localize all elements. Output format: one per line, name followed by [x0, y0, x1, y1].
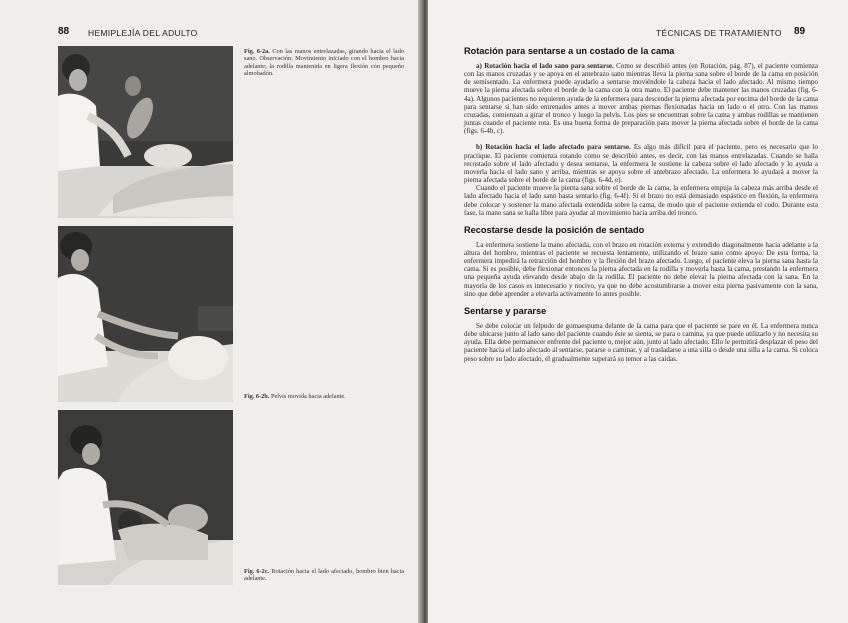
left-page-number: 88	[58, 26, 70, 37]
caption-label: Fig. 6-2b.	[244, 393, 270, 400]
right-running-head: TÉCNICAS DE TRATAMIENTO	[656, 28, 782, 38]
figure-6-2c-photo	[58, 410, 233, 585]
caption-text: Rotación hacia el lado afectado, hombro bien hacia adelante.	[244, 568, 405, 583]
paragraph-b-continued: Cuando el paciente mueve la pierna sana sobre el borde de la cama, la enfermera empuja la cabeza más arriba desde el lado afectado hacia el lado sano hasta sentarlo (fig. 6-4f). Si el brazo no está demasiado espástico en flexión, la enfermera debe colocar y sostener la mano afectada extendida sobre la cama, de modo que el paciente extienda el codo. Durante esta fase, la mano sana se halla libre para ayudar al movimiento hacia arriba del tronco.	[464, 184, 818, 217]
paragraph-sentarse: Se debe colocar un felpudo de gomaespuma delante de la cama para que el paciente se pare en él. La enfermera nunca debe ubicarse junto al lado sano del paciente cuando éste se sienta, se para o camina, ya que puede utilizarlo y no necesita su ayuda. Ella debe permanecer enfrente del paciente o, mejor aún, junto al lado afectado. Ello le permitirá desplazar el peso del paciente hacia el lado afectado al sentarse, pararse o caminar, y al trasladarse a una silla o desde una silla a la cama. Si coloca peso sobre su lado afectado, él gradualmente superará su temor a las caídas.	[464, 321, 818, 363]
caption-text: Con las manos entrelazadas, girando hacia el lado sano. Observación: Movimiento iniciado con el hombro hacia adelante; la rodilla mantenida en ligera flexión con pequeño almohadón.	[244, 48, 404, 78]
left-running-head: HEMIPLEJÍA DEL ADULTO	[88, 28, 198, 38]
paragraph-b-text: Es algo más difícil para el paciente, pero es necesario que lo practique. El paciente comienza rotando como se describió antes, es decir, con las manos entrelazadas. Cuando se halla recostado sobre el lado afectado y desea sentarse, la enfermera le sostiene la cabeza sobre el lado afectado y lo ayuda a moverla hacia el lado sano y arriba, mientras se apoya sobre el antebrazo afectado. La enfermera lo ayudará a mover la pierna afectada sobre el borde de la cama (figs. 6-4d, e).	[464, 143, 819, 185]
figure-6-2b-image	[58, 226, 233, 402]
paragraph-a	[464, 62, 818, 135]
figure-6-2a-image	[58, 46, 233, 218]
left-page	[0, 0, 420, 623]
figure-6-2a-caption	[244, 48, 404, 78]
figure-6-2c-image	[58, 410, 233, 585]
right-text-column	[464, 46, 818, 363]
paragraph-b	[464, 143, 818, 184]
caption-label: Fig. 6-2a.	[244, 48, 270, 55]
caption-text: Pelvis movida hacia adelante.	[270, 393, 346, 400]
figure-6-2b-photo	[58, 226, 233, 402]
paragraph-recostarse: La enfermera sostiene la mano afectada, con el brazo en rotación externa y extendido diagonalmente hacia adelante a la altura del hombro, mientras el paciente se recuesta lentamente, utilizando el brazo sano como apoyo. De esta forma, la enfermera impedirá la retracción del hombro y la flexión del brazo afectado. Luego, el paciente eleva la pierna sana hasta la cama. Si es posible, debe flexionar entonces la pierna afectada en la rodilla y moverla hasta la cama, prestando la enfermera una pequeña ayuda elevando desde abajo de la rodilla. El paciente no debe elevar la pierna afectada con la sana. En la mayoría de los casos es innecesario y nocivo, ya que no debe acostumbrarse a mover esta pierna pasivamente con la sana, sino que debe aprender a elevarla activamente lo antes posible.	[464, 240, 818, 298]
paragraph-b-label: b) Rotación hacia el lado afectado para sentarse.	[476, 143, 631, 152]
right-page	[428, 0, 848, 623]
figure-6-2c-caption	[244, 568, 404, 583]
paragraph-a-label: a) Rotación hacia el lado sano para sentarse.	[476, 62, 614, 70]
right-page-number: 89	[794, 26, 806, 37]
section-title-sentarse: Sentarse y pararse	[464, 305, 547, 316]
section-title-recostarse: Recostarse desde la posición de sentado	[464, 224, 645, 235]
caption-label: Fig. 6-2c.	[244, 568, 270, 575]
figure-6-2a-photo	[58, 46, 233, 218]
section-title-rotacion: Rotación para sentarse a un costado de la cama	[464, 46, 675, 56]
figure-6-2b-caption	[244, 393, 404, 400]
paragraph-a-text: Como se describió antes (en Rotación, pág. 87), el paciente comienza con las manos cruzadas y se apoya en el antebrazo sano mientras lleva la pierna sana sobre el borde de la cama en posición de semisentado. La enfermera puede ayudarlo a sentarse moviéndole la cabeza hacia el lado afectado. Al mismo tiempo mueve la pierna afectada sobre el borde de la cama con la otra mano. El paciente debe mantener las manos cruzadas (fig. 6-4a). Algunos pacientes no requieren ayuda de la enfermera para descender la pierna afectada por encima del borde de la cama para sentarse si han sido entrenados antes a mover ambas piernas flexionadas hacia un lado o el otro. Con las manos cruzadas, comienzan a girar el tronco y luego la pelvis. Los pies se encuentran sobre la cama y ambas rodillas se mantienen juntas cuando el paciente rota. Es una buena forma de preparación para mover la pierna afectada sobre el borde de la cama (figs. 6-4b, c).	[464, 62, 819, 136]
